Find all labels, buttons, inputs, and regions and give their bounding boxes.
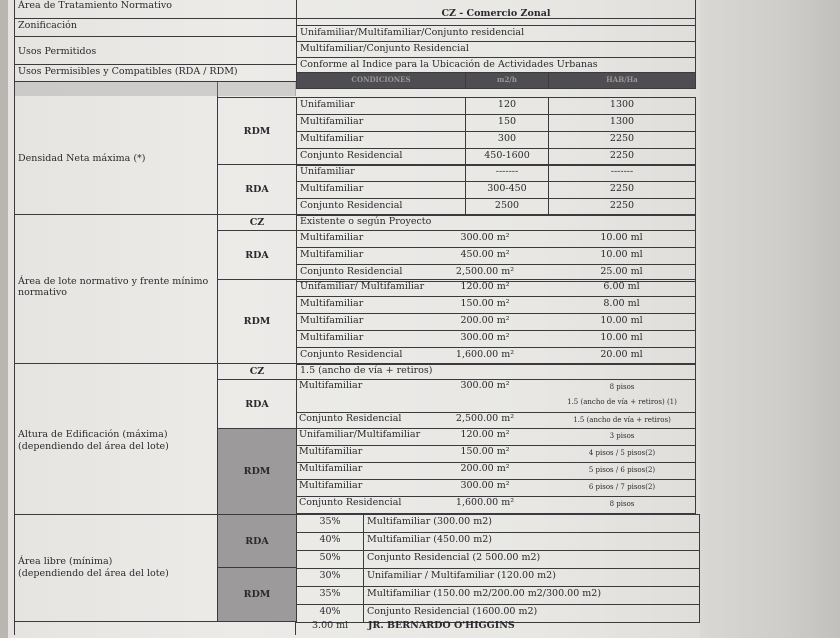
densidad-rdm-row-value2: 2250: [548, 148, 696, 166]
densidad-rda-row-value: 300-450: [465, 181, 549, 199]
libre-row-desc: Multifamiliar (300.00 m2): [363, 514, 700, 533]
libre-row-desc: Conjunto Residencial (1600.00 m2): [363, 604, 700, 623]
page-edge: [700, 0, 840, 638]
usos-permitidos-value-2: Multifamiliar/Conjunto Residencial: [296, 41, 696, 58]
lote-rda-row-area: 2,500.00 m²: [420, 264, 550, 282]
altura-rda-row2-type: Conjunto Residencial: [299, 413, 402, 424]
altura-rdm-row-type: Multifamiliar: [299, 446, 363, 457]
lote-rdm-row-frente: 10.00 ml: [548, 313, 696, 331]
altura-rdm-row-pisos: 8 pisos: [609, 500, 635, 508]
libre-row-pct: 40%: [296, 604, 364, 623]
altura-rdm-row-area: 1,600.00 m²: [455, 497, 515, 508]
lote-rda-row-type: Multifamiliar: [296, 247, 466, 265]
altura-rda-tag: RDA: [217, 379, 297, 429]
lote-rda-row-area: 300.00 m²: [420, 230, 550, 248]
altura-rda-row-pisos: 8 pisos: [609, 383, 635, 391]
row-label-usos-compatibles: Usos Permisibles y Compatibles (RDA / RDM): [14, 64, 297, 82]
lote-rdm-row-area: 150.00 m²: [420, 296, 550, 314]
altura-rdm-row-area: 120.00 m²: [460, 429, 510, 440]
densidad-rdm-row-value: 150: [465, 114, 549, 132]
libre-row-pct: 40%: [296, 532, 364, 551]
densidad-rdm-row-type: Multifamiliar: [296, 131, 466, 149]
densidad-rdm-row-value2: 1300: [548, 97, 696, 115]
libre-row-pct: 35%: [296, 514, 364, 533]
lote-rdm-row-type: Unifamiliar/ Multifamiliar: [296, 279, 466, 297]
altura-rda-row-area: 300.00 m²: [460, 380, 510, 391]
lote-label: Área de lote normativo y frente mínimo normativo: [14, 214, 218, 364]
lote-rdm-row-type: Multifamiliar: [296, 296, 466, 314]
lote-rda-row-frente: 10.00 ml: [548, 247, 696, 265]
altura-rdm-row-type: Multifamiliar: [299, 480, 363, 491]
libre-row-desc: Multifamiliar (450.00 m2): [363, 532, 700, 551]
lote-rdm-row-type: Multifamiliar: [296, 313, 466, 331]
densidad-rda-row-type: Multifamiliar: [296, 181, 466, 199]
lote-cz-tag: CZ: [217, 214, 297, 231]
densidad-rdm-row-type: Unifamiliar: [296, 97, 466, 115]
lote-rdm-row-frente: 6.00 ml: [548, 279, 696, 297]
altura-rdm-row-type: Conjunto Residencial: [299, 497, 402, 508]
libre-rdm-tag: RDM: [217, 567, 297, 622]
altura-rda-row-type: Multifamiliar: [299, 380, 363, 391]
altura-rdm-row-area: 200.00 m²: [460, 463, 510, 474]
footer-street: JR. BERNARDO O'HIGGINS: [368, 620, 515, 631]
densidad-rda-row-type: Conjunto Residencial: [296, 198, 466, 216]
lote-rdm-row-frente: 20.00 ml: [548, 347, 696, 365]
lote-rdm-row-frente: 10.00 ml: [548, 330, 696, 348]
densidad-rda-tag: RDA: [217, 164, 297, 215]
footer-left-cell: [14, 621, 296, 635]
usos-permitidos-value-1: Unifamiliar/Multifamiliar/Conjunto residencial: [296, 25, 696, 42]
footer-distance: 3.00 ml: [312, 620, 349, 631]
densidad-rdm-tag: RDM: [217, 97, 297, 165]
row-label-zonificacion: Zonificación: [14, 18, 297, 37]
lote-rdm-row-type: Conjunto Residencial: [296, 347, 466, 365]
densidad-rda-row-value2: 2250: [548, 198, 696, 216]
densidad-shade: [14, 81, 296, 96]
libre-row-pct: 50%: [296, 550, 364, 569]
altura-rda-row2-pisos: 1.5 (ancho de vía + retiros): [573, 416, 671, 424]
lote-rdm-row-frente: 8.00 ml: [548, 296, 696, 314]
header-hab: HAB/Ha: [548, 72, 696, 89]
densidad-rda-row-value: -------: [465, 164, 549, 182]
lote-rdm-row-area: 1,600.00 m²: [420, 347, 550, 365]
libre-row-pct: 35%: [296, 586, 364, 605]
densidad-rdm-row-value2: 1300: [548, 114, 696, 132]
altura-rda-row-extra: 1.5 (ancho de vía + retiros) (1): [567, 398, 677, 406]
libre-row-desc: Unifamiliar / Multifamiliar (120.00 m2): [363, 568, 700, 587]
lote-rda-row-frente: 25.00 ml: [548, 264, 696, 282]
altura-cz-tag: CZ: [217, 363, 297, 380]
altura-rda-row2-area: 2,500.00 m²: [455, 413, 515, 424]
libre-label: Área libre (mínima) (dependiendo del área del lote): [14, 514, 218, 622]
densidad-rdm-row-value2: 2250: [548, 131, 696, 149]
lote-rdm-row-area: 200.00 m²: [420, 313, 550, 331]
lote-rda-row-type: Conjunto Residencial: [296, 264, 466, 282]
densidad-rda-row-value2: 2250: [548, 181, 696, 199]
densidad-rda-row-value: 2500: [465, 198, 549, 216]
altura-rdm-tag: RDM: [217, 428, 297, 515]
altura-rdm-row-pisos: 3 pisos: [609, 432, 635, 440]
densidad-rdm-row-value: 450-1600: [465, 148, 549, 166]
libre-row-pct: 30%: [296, 568, 364, 587]
densidad-rdm-row-type: Conjunto Residencial: [296, 148, 466, 166]
altura-label: Altura de Edificación (máxima) (dependiendo del área del lote): [14, 363, 218, 515]
lote-rda-row-type: Multifamiliar: [296, 230, 466, 248]
densidad-rdm-row-value: 120: [465, 97, 549, 115]
header-condiciones: CONDICIONES: [296, 72, 466, 89]
altura-rdm-row-area: 300.00 m²: [460, 480, 510, 491]
row-label-tratamiento: Área de Tratamiento Normativo: [14, 0, 297, 19]
header-m2: m2/h: [465, 72, 549, 89]
lote-rda-tag: RDA: [217, 230, 297, 280]
lote-rdm-row-area: 120.00 m²: [420, 279, 550, 297]
densidad-label: Densidad Neta máxima (*): [14, 81, 218, 215]
densidad-rda-row-type: Unifamiliar: [296, 164, 466, 182]
lote-cz-value: Existente o según Proyecto: [296, 214, 696, 231]
lote-rdm-row-type: Multifamiliar: [296, 330, 466, 348]
densidad-rdm-row-value: 300: [465, 131, 549, 149]
altura-cz-value: 1.5 (ancho de vía + retiros): [296, 363, 696, 380]
densidad-rda-row-value2: -------: [548, 164, 696, 182]
libre-row-desc: Conjunto Residencial (2 500.00 m2): [363, 550, 700, 569]
altura-rdm-row-area: 150.00 m²: [460, 446, 510, 457]
lote-rda-row-frente: 10.00 ml: [548, 230, 696, 248]
altura-rdm-row-type: Unifamiliar/Multifamiliar: [299, 429, 421, 440]
usos-compatibles-value: Conforme al Indice para la Ubicación de Actividades Urbanas: [296, 57, 696, 74]
densidad-rdm-row-type: Multifamiliar: [296, 114, 466, 132]
libre-rda-tag: RDA: [217, 514, 297, 568]
zonificacion-value: CZ - Comercio Zonal: [296, 7, 696, 26]
lote-rdm-tag: RDM: [217, 279, 297, 364]
altura-rdm-row-type: Multifamiliar: [299, 463, 363, 474]
altura-rdm-row-pisos: 5 pisos / 6 pisos(2): [588, 466, 656, 474]
altura-rdm-row-pisos: 4 pisos / 5 pisos(2): [588, 449, 656, 457]
lote-rdm-row-area: 300.00 m²: [420, 330, 550, 348]
altura-rdm-row-pisos: 6 pisos / 7 pisos(2): [588, 483, 656, 491]
row-label-usos-permitidos: Usos Permitidos: [14, 36, 297, 65]
libre-row-desc: Multifamiliar (150.00 m2/200.00 m2/300.00 m2): [363, 586, 700, 605]
lote-rda-row-area: 450.00 m²: [420, 247, 550, 265]
